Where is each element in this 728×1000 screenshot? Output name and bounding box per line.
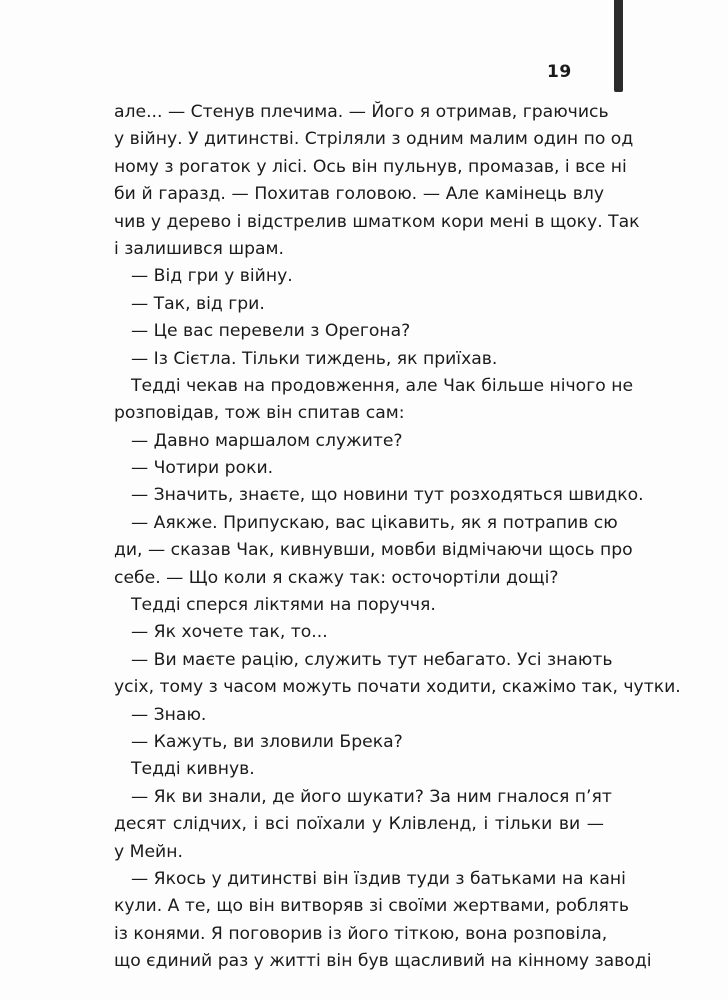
text-line: — Якось у дитинстві він їздив туди з батьками на кані — [131, 868, 626, 889]
text-line: — Так, від гри. — [131, 293, 265, 314]
text-line: — Як ви знали, де його шукати? За ним гналося п’ят — [131, 786, 612, 807]
text-line: — Аякже. Припускаю, вас цікавить, як я потрапив сю — [131, 512, 618, 533]
text-line: — Із Сієтла. Тільки тиждень, як приїхав. — [131, 348, 498, 369]
text-line: — Ви маєте рацію, служить тут небагато. Усі знають — [131, 649, 613, 670]
page-number: 19 — [547, 62, 572, 82]
text-line: у Мейн. — [114, 841, 183, 862]
text-line: — Давно маршалом служите? — [131, 430, 403, 451]
text-line: десят слідчих, і всі поїхали у Клівленд, і тільки ви — — [114, 814, 604, 835]
text-line: розповідав, тож він спитав сам: — [114, 403, 405, 424]
text-line: чив у дерево і відстрелив шматком кори мені в щоку. Так — [114, 211, 640, 232]
text-line: би й гаразд. — Похитав головою. — Але камінець влу — [114, 184, 604, 205]
text-line: — Як хочете так, то... — [131, 622, 328, 643]
text-line: — Чотири роки. — [131, 458, 274, 479]
text-line: у війну. У дитинстві. Стріляли з одним малим один по од — [114, 129, 634, 150]
text-line: Тедді сперся ліктями на поруччя. — [131, 595, 436, 616]
text-line: — Це вас перевели з Орегона? — [131, 321, 411, 342]
text-line: і залишився шрам. — [114, 238, 284, 259]
text-line: ди, — сказав Чак, кивнувши, мовби відмічаючи щось про — [114, 540, 633, 561]
text-line: Тедді кивнув. — [131, 759, 255, 780]
text-line: усіх, тому з часом можуть почати ходити, скажімо так, чутки. — [114, 677, 681, 698]
text-line: але... — Стенув плечима. — Його я отримав, граючись — [114, 102, 609, 122]
text-line: Тедді чекав на продовження, але Чак більше нічого не — [131, 375, 634, 396]
text-line: себе. — Що коли я скажу так: осточортіли дощі? — [114, 567, 559, 588]
text-line: — Значить, знаєте, що новини тут розходяться швидко. — [131, 485, 644, 506]
text-line: — Знаю. — [131, 704, 207, 725]
page-edge-mark — [614, 0, 623, 92]
text-line: — Кажуть, ви зловили Брека? — [131, 731, 403, 752]
text-line: що єдиний раз у житті він був щасливий на кінному заводі — [114, 951, 652, 972]
body-text — [114, 99, 681, 976]
text-line: ному з рогаток у лісі. Ось він пульнув, промазав, і все ні — [114, 156, 627, 177]
text-line: із конями. Я поговорив із його тіткою, вона розповіла, — [114, 923, 608, 944]
text-line: — Від гри у війну. — [131, 266, 293, 287]
text-line: кули. А те, що він витворяв зі своїми жертвами, роблять — [114, 896, 629, 917]
